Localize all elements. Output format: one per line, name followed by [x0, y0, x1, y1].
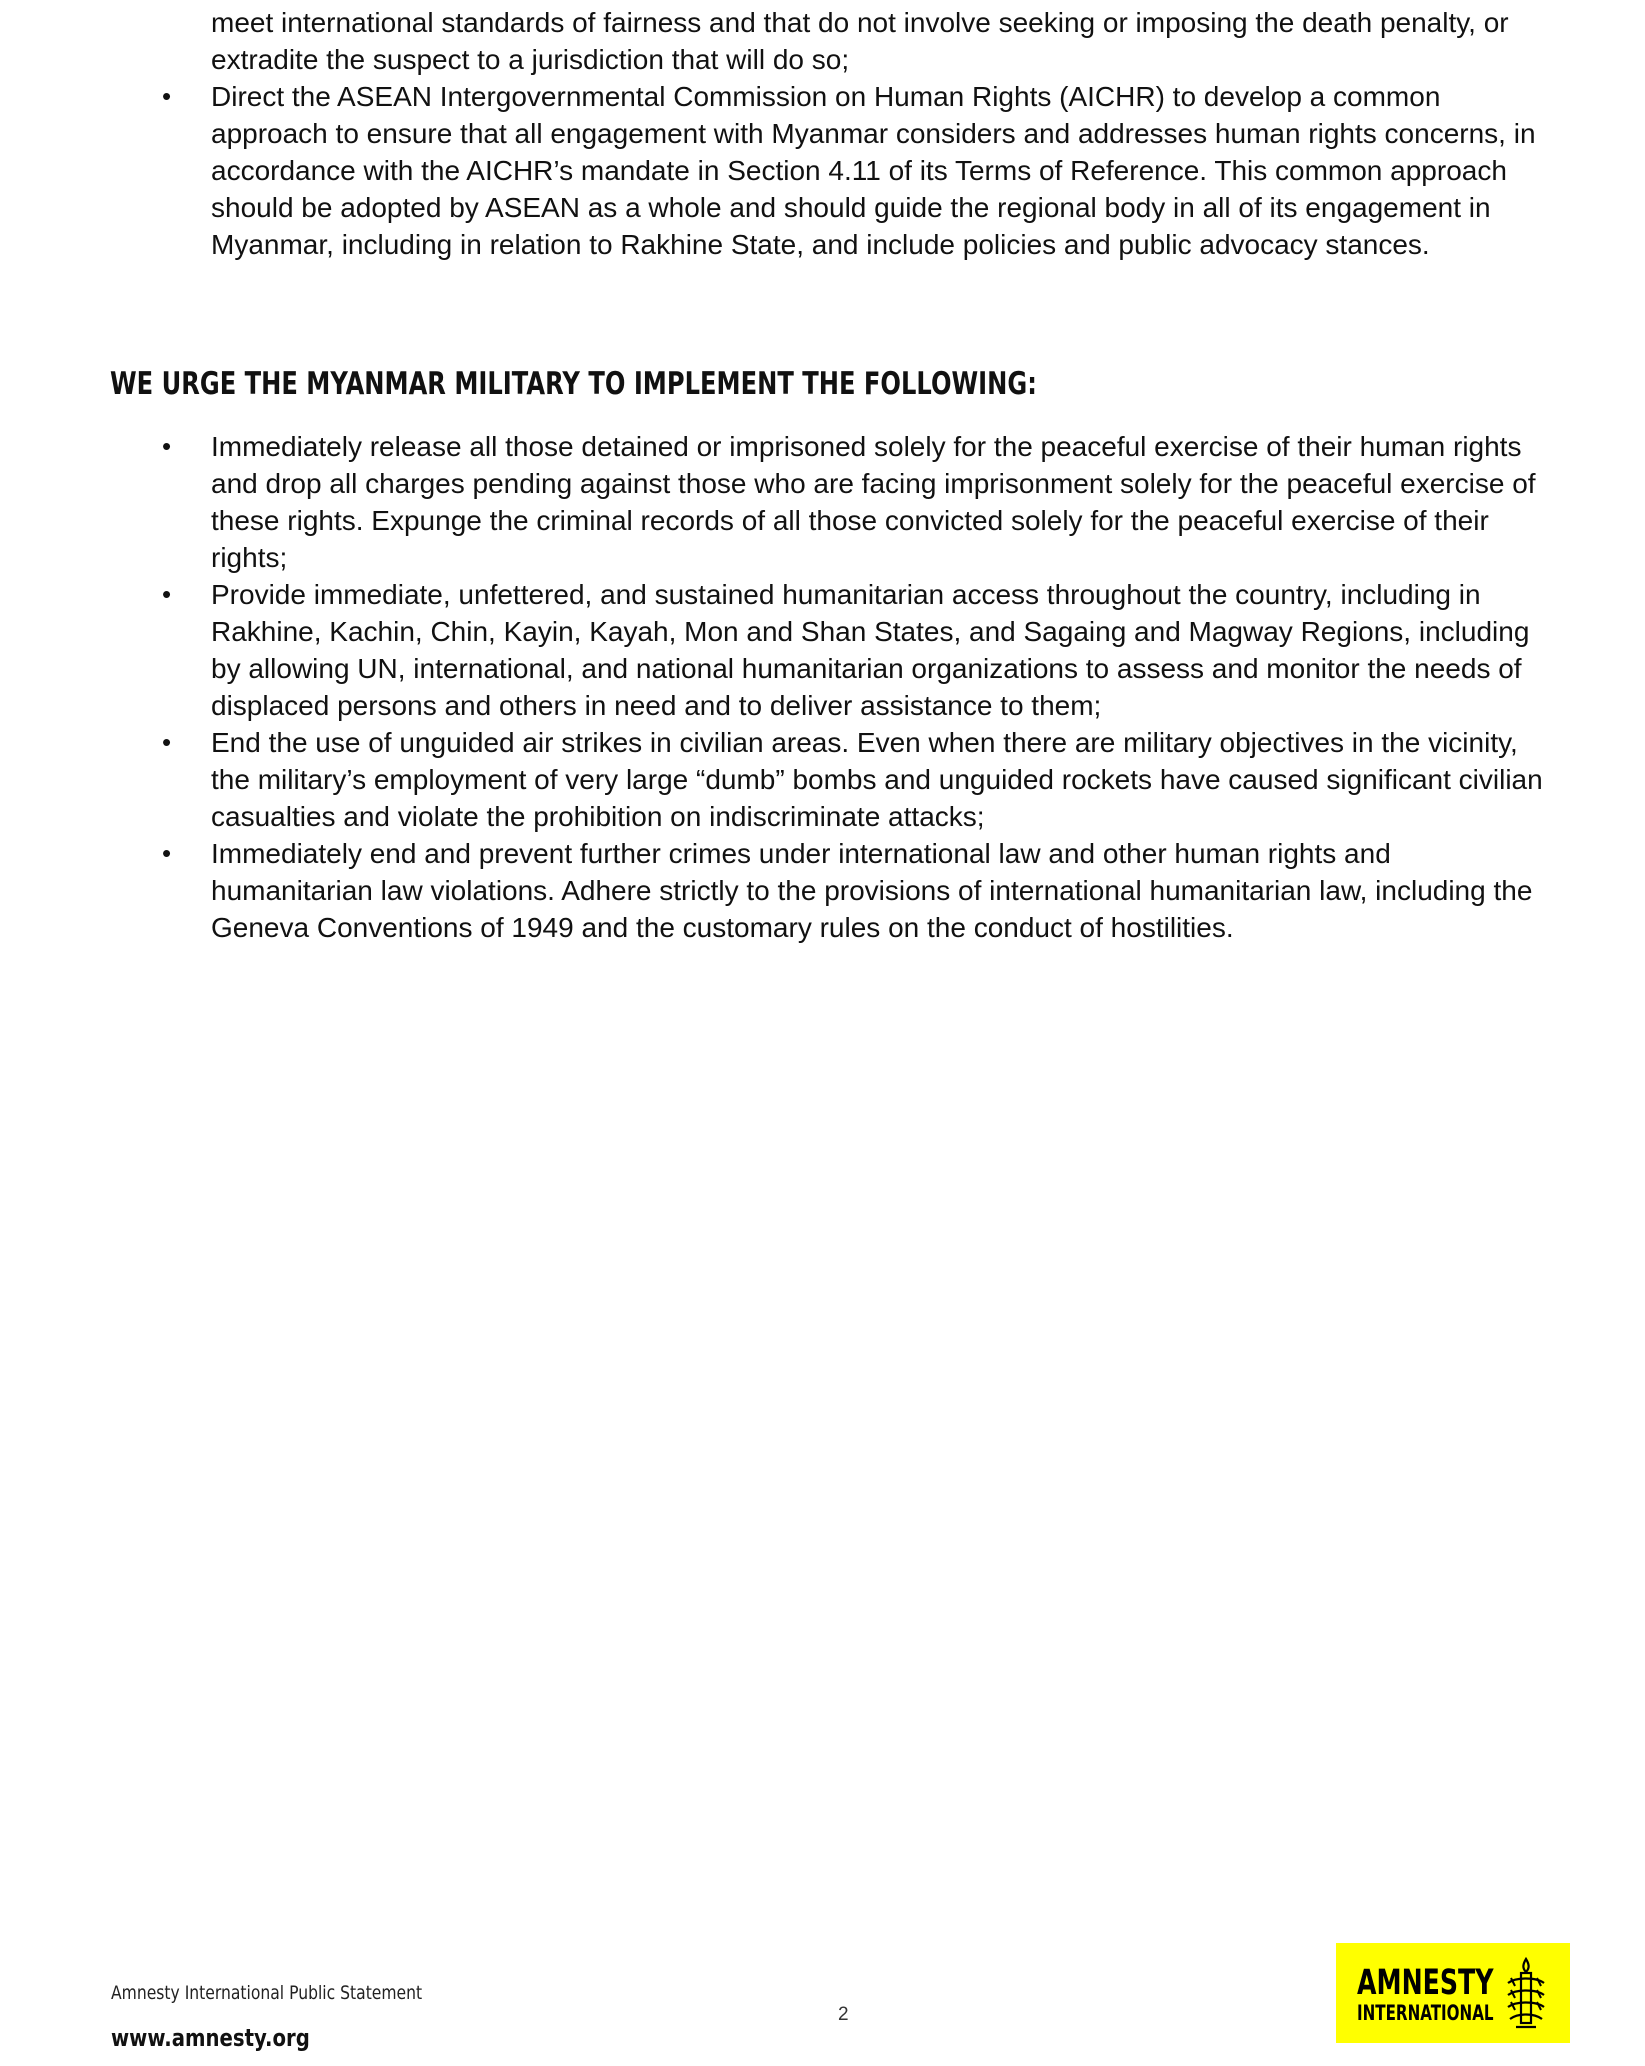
logo-line-international: INTERNATIONAL — [1357, 2001, 1494, 2025]
list-item-text: Immediately release all those detained or imprisoned solely for the peaceful exercise of their human rights and drop all charges pending against those who are facing imprisonment solely for the peaceful exercise of these rights. Expunge the criminal records of all those convicted solely for the peaceful exercise of their rights; — [211, 431, 1536, 573]
candle-barbed-wire-icon — [1502, 1957, 1550, 2031]
list-item — [160, 428, 1560, 576]
list-item — [160, 724, 1560, 835]
military-recommendations-list — [160, 428, 1560, 946]
bullet-marker: • — [162, 727, 172, 757]
asean-recommendations-list — [160, 78, 1560, 263]
continuation-paragraph: meet international standards of fairness and that do not involve seeking or imposing the death penalty, or extradite the suspect to a jurisdiction that will do so; — [211, 7, 1509, 75]
bullet-marker: • — [162, 81, 172, 111]
amnesty-logo — [1336, 1943, 1570, 2043]
bullet-marker: • — [162, 838, 172, 868]
bullet-marker: • — [162, 431, 172, 461]
list-item-text: Direct the ASEAN Intergovernmental Commission on Human Rights (AICHR) to develop a common approach to ensure that all engagement with Myanmar considers and addresses human rights concerns, in accordance with the AICHR’s mandate in Section 4.11 of its Terms of Reference. This common approach should be adopted by ASEAN as a whole and should guide the regional body in all of its engagement in Myanmar, including in relation to Rakhine State, and include policies and public advocacy stances. — [211, 81, 1536, 260]
list-item — [160, 78, 1560, 263]
page-number: 2 — [838, 2004, 849, 2025]
bullet-marker: • — [162, 579, 172, 609]
list-item-text: Provide immediate, unfettered, and sustained humanitarian access throughout the country, including in Rakhine, Kachin, Chin, Kayin, Kayah, Mon and Shan States, and Sagaing and Magway Regions, including by allowing UN, international, and national humanitarian organizations to assess and monitor the needs of displaced persons and others in need and to deliver assistance to them; — [211, 579, 1530, 721]
list-item-text: End the use of unguided air strikes in civilian areas. Even when there are military objectives in the vicinity, the military’s employment of very large “dumb” bombs and unguided rockets have caused significant civilian casualties and violate the prohibition on indiscriminate attacks; — [211, 727, 1543, 832]
logo-line-amnesty: AMNESTY — [1357, 1963, 1494, 2003]
list-item-text: Immediately end and prevent further crimes under international law and other human rights and humanitarian law violations. Adhere strictly to the provisions of international humanitarian law, including the Geneva Conventions of 1949 and the customary rules on the conduct of hostilities. — [211, 838, 1533, 943]
footer-website-link[interactable]: www.amnesty.org — [111, 2024, 310, 2052]
list-item — [160, 576, 1560, 724]
list-item — [160, 835, 1560, 946]
section-heading: WE URGE THE MYANMAR MILITARY TO IMPLEMENT THE FOLLOWING: — [110, 366, 1037, 402]
footer-publication-label: Amnesty International Public Statement — [111, 1982, 423, 2004]
logo-wordmark — [1357, 1965, 1494, 2025]
